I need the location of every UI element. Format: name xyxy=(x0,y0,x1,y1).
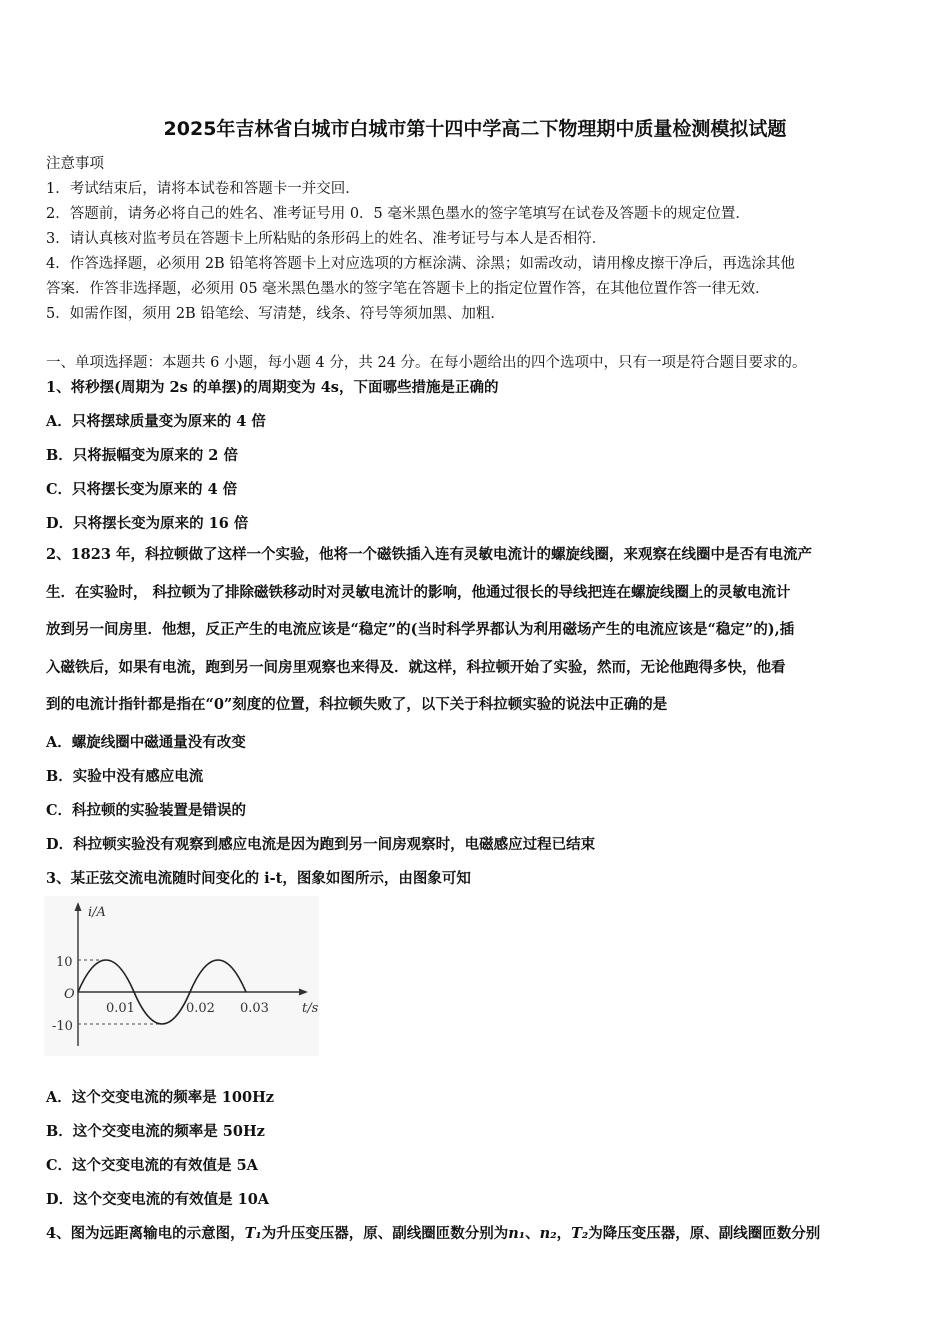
notice-item-5: 5．如需作图，须用 2B 铅笔绘、写清楚，线条、符号等须加黑、加粗． xyxy=(46,306,505,322)
question-4-stem xyxy=(46,1222,820,1243)
notice-item-4: 4．作答选择题，必须用 2B 铅笔将答题卡上对应选项的方框涂满、涂黑；如需改动，请用橡皮擦干净后，再选涂其他 xyxy=(46,256,795,272)
q4-text-3: ， xyxy=(556,1225,572,1242)
origin-label: O xyxy=(64,987,75,1002)
q4-n1: n₁ xyxy=(508,1225,526,1242)
q2-line-4: 入磁铁后，如果有电流，跑到另一间房里观察也来得及．就这样，科拉顿开始了实验，然而，无论他跑得多快，他看 xyxy=(46,658,786,676)
q4-sep: 、 xyxy=(525,1225,540,1242)
notice-item-3: 3．请认真核对监考员在答题卡上所粘贴的条形码上的姓名、准考证号与本人是否相符． xyxy=(46,231,607,247)
q2-option-d: D．科拉顿实验没有观察到感应电流是因为跑到另一间房观察时，电磁感应过程已结束 xyxy=(46,836,596,853)
q2-option-a: A．螺旋线圈中磁通量没有改变 xyxy=(46,734,246,751)
question-1-stem: 1、将秒摆(周期为 2s 的单摆)的周期变为 4s，下面哪些措施是正确的 xyxy=(46,379,499,396)
notice-item-2: 2．答题前，请务必将自己的姓名、准考证号用 0．5 毫米黑色墨水的签字笔填写在试卷及答题卡的规定位置． xyxy=(46,206,750,222)
q2-line-1: 2、1823 年，科拉顿做了这样一个实验，他将一个磁铁插入连有灵敏电流计的螺旋线圈，来观察在线圈中是否有电流产 xyxy=(46,546,812,563)
q4-text-2: 为升压变压器，原、副线圈匝数分别为 xyxy=(261,1225,509,1242)
q2-option-b: B．实验中没有感应电流 xyxy=(46,768,204,785)
section-heading: 一、单项选择题：本题共 6 小题，每小题 4 分，共 24 分。在每小题给出的四个选项中，只有一项是符合题目要求的。 xyxy=(46,355,807,371)
q4-T1: T₁ xyxy=(244,1225,262,1242)
q4-T2: T₂ xyxy=(571,1225,589,1242)
x-tick-002: 0.02 xyxy=(186,1001,215,1016)
y-tick-neg10: -10 xyxy=(52,1019,73,1034)
q4-n2: n₂ xyxy=(539,1225,557,1242)
q1-option-b: B．只将振幅变为原来的 2 倍 xyxy=(46,447,238,464)
q1-option-c: C．只将摆长变为原来的 4 倍 xyxy=(46,481,238,498)
notice-item-4-cont: 答案．作答非选择题，必须用 05 毫米黑色墨水的签字笔在答题卡上的指定位置作答，在其他位置作答一律无效． xyxy=(46,281,770,297)
page-title: 2025年吉林省白城市白城市第十四中学高二下物理期中质量检测模拟试题 xyxy=(163,118,787,140)
q2-option-c: C．科拉顿的实验装置是错误的 xyxy=(46,802,247,819)
notice-heading: 注意事项 xyxy=(46,156,104,172)
question-2-stem xyxy=(46,536,906,724)
q3-option-b: B．这个交变电流的频率是 50Hz xyxy=(46,1123,265,1140)
q2-line-2: 生．在实验时， 科拉顿为了排除磁铁移动时对灵敏电流计的影响，他通过很长的导线把连在螺旋线圈上的灵敏电流计 xyxy=(46,583,791,601)
q2-line-3: 放到另一间房里．他想，反正产生的电流应该是“稳定”的(当时科学界都认为利用磁场产生的电流应该是“稳定”的),插 xyxy=(46,621,795,638)
y-axis-label: i/A xyxy=(88,905,106,920)
q3-option-d: D．这个交变电流的有效值是 10A xyxy=(46,1191,270,1208)
q3-option-a: A．这个交变电流的频率是 100Hz xyxy=(46,1089,274,1106)
x-tick-003: 0.03 xyxy=(240,1001,269,1016)
current-time-graph xyxy=(44,896,319,1056)
notice-item-1: 1．考试结束后，请将本试卷和答题卡一并交回． xyxy=(46,181,360,197)
x-tick-001: 0.01 xyxy=(106,1001,135,1016)
q1-option-d: D．只将摆长变为原来的 16 倍 xyxy=(46,515,249,532)
q1-option-a: A．只将摆球质量变为原来的 4 倍 xyxy=(46,413,266,430)
question-3-stem: 3、某正弦交流电流随时间变化的 i-t，图象如图所示，由图象可知 xyxy=(46,870,471,887)
q2-line-5: 到的电流计指针都是指在“0”刻度的位置，科拉顿失败了，以下关于科拉顿实验的说法中正确的是 xyxy=(46,696,668,713)
q4-text-4: 为降压变压器，原、副线圈匝数分别 xyxy=(588,1225,821,1242)
y-tick-10: 10 xyxy=(56,955,73,970)
x-axis-label: t/s xyxy=(302,1001,319,1016)
q4-text-1: 4、图为远距离输电的示意图， xyxy=(46,1225,245,1242)
q3-option-c: C．这个交变电流的有效值是 5A xyxy=(46,1157,258,1174)
